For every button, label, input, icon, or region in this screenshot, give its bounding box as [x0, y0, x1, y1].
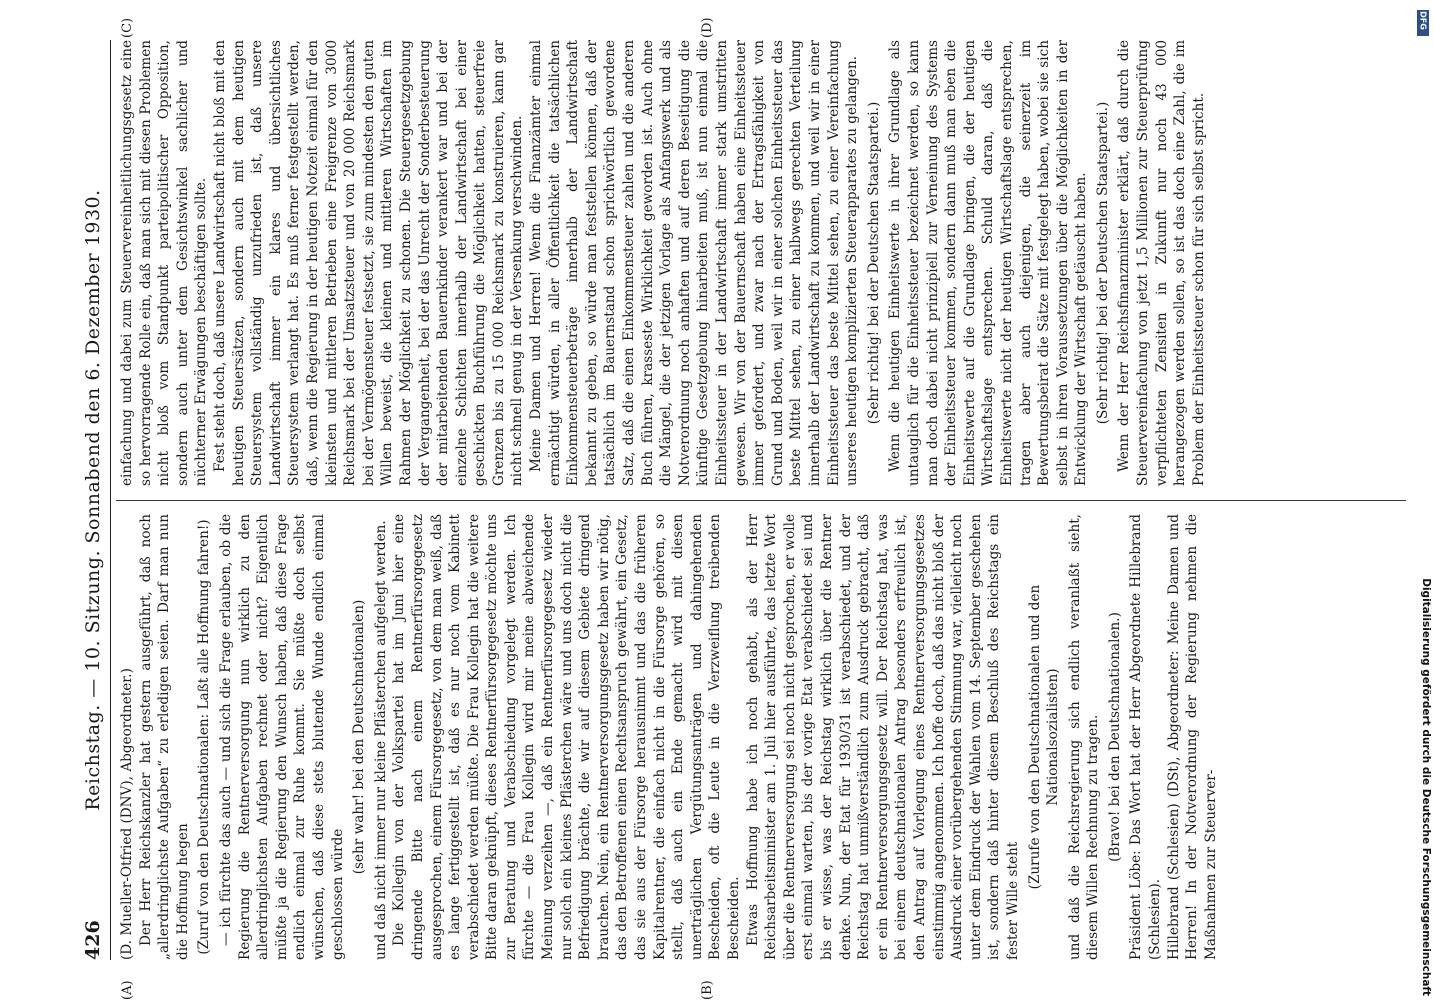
margin-marker-c: (C)	[120, 17, 135, 38]
left-paragraph: Der Herr Reichskanzler hat gestern ausgeführt, daß noch „allerdringlichste Aufgaben“ zu erledigen seien. Darf man nun die Hoffnung hegen	[137, 514, 191, 960]
margin-marker-b: (B)	[700, 980, 715, 1000]
right-paragraph: Meine Damen und Herren! Wenn die Finanzämter einmal ermächtigt würden, in aller Öffentlichkeit die tatsächlichen Einkommensteuerbeträge innerhalb der Landwirtschaft bekannt zu geben, so würde man feststellen können, daß der tatsächlich im Bauernstand schon sprichwörtlich gewordene Satz, daß die einen Einkommensteuer zahlen und die anderen Buch führen, krasseste Wirklichkeit geworden ist. Auch ohne die Mängel, die der jetzigen Vorlage als Anfangswerk und als Notverordnung noch anhaften und auf deren Beseitigung die künftige Gesetzgebung hinarbeiten muß, ist nun einmal die Einheitssteuer in der Landwirtschaft immer stark umstritten gewesen. Wir von der Bauernschaft haben eine Einheitssteuer immer gefordert, und zwar nach der Ertragsfähigkeit von Grund und Boden, weil wir in einer solchen Einheitssteuer das beste Mittel sehen, zu einer halbwegs gerechten Verteilung innerhalb der Landwirtschaft zu kommen, und weil wir in einer Einheitssteuer das beste Mittel sehen, zu einer Vereinfachung unseres heutigen komplizierten Steuerapparates zu gelangen.	[528, 40, 861, 486]
dfg-sidebar	[1414, 6, 1432, 996]
dfg-logo-text: DFG	[1418, 11, 1428, 30]
right-paragraph: Wenn der Herr Reichsfinanzminister erklärt, daß durch die Steuervereinfachung von jetzt 1,5 Millionen zur Steuerprüfung verpflichteten Zensiten in Zukunft nur noch 43 000 herangezogen werden sollen, so ist das doch eine Zahl, die im Problem der Einheitssteuer schon für sich selbst spricht.	[1116, 40, 1207, 486]
right-paragraph: Fest steht doch, daß unsere Landwirtschaft nicht bloß mit den heutigen Steuersätzen, sondern auch mit dem heutigen Steuersystem vollständig unzufrieden ist, daß unsere Landwirtschaft immer ein klares und übersichtliches Steuersystem verlangt hat. Es muß ferner festgestellt werden, daß, wenn die Regierung in der heutigen Notzeit einmal für den kleinsten und mittleren Betrieben eine Freigrenze von 3000 Reichsmark bei der Umsatzsteuer und von 20 000 Reichsmark bei der Vermögensteuer festsetzt, sie zum mindesten den guten Willen beweist, die kleinen und mittleren Wirtschaften im Rahmen der Möglichkeit zu schonen. Die Steuergesetzgebung der Vergangenheit, bei der das Unrecht der Sonderbesteuerung der mitarbeitenden Bauernkinder verankert war und bei der einzelne Schichten innerhalb der Landwirtschaft bei einer geschickten Buchführung die Möglichkeit hatten, steuerfreie Grenzen bis zu 15 000 Reichsmark zu konstruieren, kann gar nicht schnell genug in der Versenkung verschwinden.	[211, 40, 526, 486]
left-paragraph: (Zuruf von den Deutschnationalen: Laßt alle Hoffnung fahren!)	[196, 519, 213, 955]
margin-marker-a: (A)	[120, 980, 135, 1000]
column-rule	[116, 500, 1406, 501]
left-paragraph: und daß nicht immer nur kleine Pflästerchen aufgelegt werden.	[372, 520, 389, 960]
right-column	[118, 40, 1208, 486]
right-paragraph: (Sehr richtig! bei der Deutschen Staatspartei.)	[865, 101, 882, 425]
running-head: Reichstag. — 10. Sitzung. Sonnabend den 6. Dezember 1930.	[82, 189, 104, 811]
left-paragraph: Etwas Hoffnung habe ich noch gehabt, als der Herr Reichsarbeitsminister am 1. Juli hier ausführte, das letzte Wort über die Rentnerversorgung sei noch nicht gesprochen, er wolle erst einmal warten, bis der vorige Etat verabschiedet sei und bis er wisse, was der Reichstag wirklich über die Rentner denke. Nun, der Etat für 1930/31 ist verabschiedet, und der Reichstag hat unmißverständlich zum Ausdruck gebracht, daß er ein Rentnerversorgungsgesetz will. Der Reichstag hat, was bei einem deutschnationalen Antrag besonders erfreulich ist, den Antrag auf Vorlegung eines Rentnerversorgungsgesetzes einstimmig angenommen. Ich hoffe doch, daß das nicht bloß der Ausdruck einer vorübergehenden Stimmung war, vielleicht noch unter dem Eindruck der Wahlen vom 14. September geschehen ist, sondern daß hinter diesem Beschluß des Reichstags ein fester Wille steht	[744, 514, 1021, 960]
page-header	[80, 40, 111, 960]
page-number: 426	[82, 920, 104, 960]
dfg-credit-text: Digitalisierung gefördert durch die Deutsche Forschungsgemeinschaft	[1420, 578, 1432, 996]
left-column	[118, 514, 1220, 960]
left-paragraph: (Zurufe von den Deutschnationalen und den Nationalsozialisten)	[1026, 584, 1062, 890]
left-paragraph: Die Kollegin von der Volkspartei hat im Juni hier eine dringende Bitte nach einem Rentnerfürsorgegesetz ausgesprochen, einem Fürsorgegesetz, von dem man weiß, daß es lange fertiggestellt ist, daß es nur noch vom Kabinett verabschiedet werden müßte. Die Frau Kollegin hat die weitere Bitte daran geknüpft, dieses Rentnerfürsorgegesetz möchte uns zur Beratung und Verabschiedung vorgelegt werden. Ich fürchte — die Frau Kollegin wird mir meine abweichende Meinung verzeihen —, daß ein Rentnerfürsorgegesetz wieder nur solch ein kleines Pflästerchen wäre und uns doch nicht die Befriedigung brächte, die wir auf diesem Gebiete dringend brauchen. Nein, ein Rentnerversorgungsgesetz haben wir nötig, das den Betroffenen einen Rechtsanspruch gewährt, ein Gesetz, das sie aus der Fürsorge herausnimmt und das die früheren Kapitalrentner, die einfach nicht in die Fürsorge gehören, so stellt, daß auch ein Ende gemacht wird mit diesen unerträglichen Vergütungsanträgen und dahingehenden Bescheiden, oft die Leute in die Verzweiflung treibenden Bescheiden.	[391, 514, 742, 960]
right-paragraph: Wenn die heutigen Einheitswerte in ihrer Grundlage als untauglich für die Einheitssteuer bezeichnet werden, so kann man doch dabei nicht prinzipiell zur Verneinung des Systems der Einheitssteuer kommen, sondern dann muß man eben die Einheitswerte auf die Grundlage bringen, die der heutigen Wirtschaftslage entsprechen. Schuld daran, daß die Einheitswerte nicht der heutigen Wirtschaftslage entsprechen, tragen aber auch diejenigen, die seinerzeit im Bewertungsbeirat die Sätze mit festgelegt haben, wobei sie sich selbst in ihren Voraussetzungen über die Möglichkeiten in der Entwicklung der Wirtschaft getäuscht haben.	[887, 40, 1090, 486]
left-paragraph: — ich fürchte das auch — und sich die Frage erlauben, ob die Regierung die Rentnerversorgung nun wirklich zu den allerdringlichsten Aufgaben rechnet oder nicht? Eigentlich müßte ja die Regierung den Wunsch haben, daß diese Frage endlich einmal zur Ruhe kommt. Sie müßte doch selbst wünschen, daß diese stets blutende Wunde endlich einmal geschlossen würde	[217, 514, 346, 960]
left-paragraph: (D. Mueller-Otfried (DNV), Abgeordneter.)	[119, 668, 135, 960]
left-paragraph: (Bravo! bei den Deutschnationalen.)	[1106, 612, 1123, 862]
margin-marker-d: (D)	[700, 17, 715, 38]
left-paragraph: Hillebrand (Schlesien) (DSt), Abgeordneter: Meine Damen und Herren! In der Notverordnung der Regierung nehmen die Maßnahmen zur Steuerver-	[1165, 514, 1219, 960]
left-paragraph: Präsident Löbe: Das Wort hat der Herr Abgeordnete Hillebrand (Schlesien).	[1128, 514, 1164, 960]
dfg-credit	[1414, 6, 1432, 996]
right-paragraph: (Sehr richtig! bei der Deutschen Staatspartei.)	[1094, 101, 1111, 425]
left-paragraph: (sehr wahr! bei den Deutschnationalen)	[351, 599, 368, 875]
right-paragraph: einfachung und dabei zum Steuervereinheitlichungsgesetz eine so hervorragende Rolle ein, daß man sich mit diesen Problemen nicht bloß vom Standpunkt parteipolitischer Opposition, sondern auch unter dem Gesichtswinkel sachlicher und nüchterner Erwägungen beschäftigen sollte.	[119, 40, 210, 486]
left-paragraph: und daß die Reichsregierung sich endlich veranlaßt sieht, diesem Willen Rechnung zu tragen.	[1066, 514, 1102, 960]
document-page	[80, 17, 1410, 1000]
